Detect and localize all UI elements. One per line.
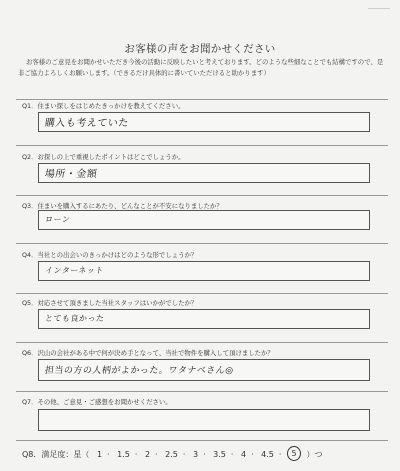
survey-intro: お客様のご意見をお聞かせいただき今後の活動に反映したいと考えております。どのような些細なことでも結構ですので、是非ご協力よろしくお願いします。（できるだけ具体的に書いていただけると助かります）	[18, 58, 384, 77]
question-5-label: Q5．対応させて頂きました当社スタッフはいかがでしたか？	[22, 299, 198, 307]
divider	[16, 440, 388, 441]
rating-option[interactable]: 3	[192, 450, 199, 459]
question-6-label: Q6．沢山の会社がある中で何が決め手となって、当社で物件を購入して頂けましたか？	[22, 349, 274, 357]
rating-option[interactable]: 3.5	[213, 450, 226, 459]
rating-option[interactable]: 4	[240, 450, 247, 459]
survey-title: お客様の声をお聞かせください	[124, 43, 276, 55]
divider	[16, 391, 388, 392]
answer-1-box	[38, 112, 370, 132]
scan-mark	[368, 8, 390, 9]
answer-2-box	[38, 163, 370, 183]
question-2-label: Q2．お探しの上で重視したポイントはどこでしょうか。	[22, 153, 185, 161]
rating-option[interactable]: 4.5	[261, 450, 274, 459]
divider	[16, 145, 388, 146]
rating-suffix: ）つ	[306, 450, 323, 459]
rating-option[interactable]: 2.5	[165, 450, 178, 459]
answer-6-text: 担当の方の人柄がよかった。ワタナベさん◎	[44, 366, 235, 376]
rating-option[interactable]: 1	[96, 450, 103, 459]
answer-7-box	[38, 409, 370, 431]
answer-6-box	[38, 359, 370, 381]
rating-option-selected[interactable]: 5	[287, 446, 301, 461]
question-7-label: Q7．その他、ご意見・ご感想をお聞かせください。	[22, 398, 172, 406]
answer-1-text: 購入も考えていた	[43, 118, 130, 129]
divider	[16, 99, 388, 100]
divider	[16, 342, 388, 343]
answer-2-text: 場所・金額	[43, 169, 98, 180]
satisfaction-rating: Q8．満足度：星（ 1 · 1.5 · 2 · 2.5 · 3 · 3.5 · 4 · 4.5 · 5 ）つ	[22, 447, 386, 462]
answer-4-text: インターネット	[44, 266, 105, 275]
divider	[16, 195, 388, 196]
answer-3-box	[38, 210, 370, 230]
rating-option[interactable]: 2	[144, 450, 151, 459]
answer-5-box	[38, 309, 370, 329]
answer-4-box	[38, 261, 370, 281]
divider	[16, 243, 388, 244]
answer-3-text: ローン	[44, 215, 71, 224]
question-4-label: Q4．当社との出会いのきっかけはどのような形でしょうか？	[22, 251, 198, 259]
answer-5-text: とても良かった	[44, 314, 106, 323]
divider	[16, 293, 388, 294]
question-3-label: Q3．住まいを購入するにあたり、どんなことが不安になりましたか？	[22, 202, 223, 210]
question-1-label: Q1．住まい探しをはじめたきっかけを教えてください。	[22, 102, 185, 110]
rating-label: Q8．満足度：星（	[22, 450, 90, 459]
rating-option[interactable]: 1.5	[117, 450, 130, 459]
